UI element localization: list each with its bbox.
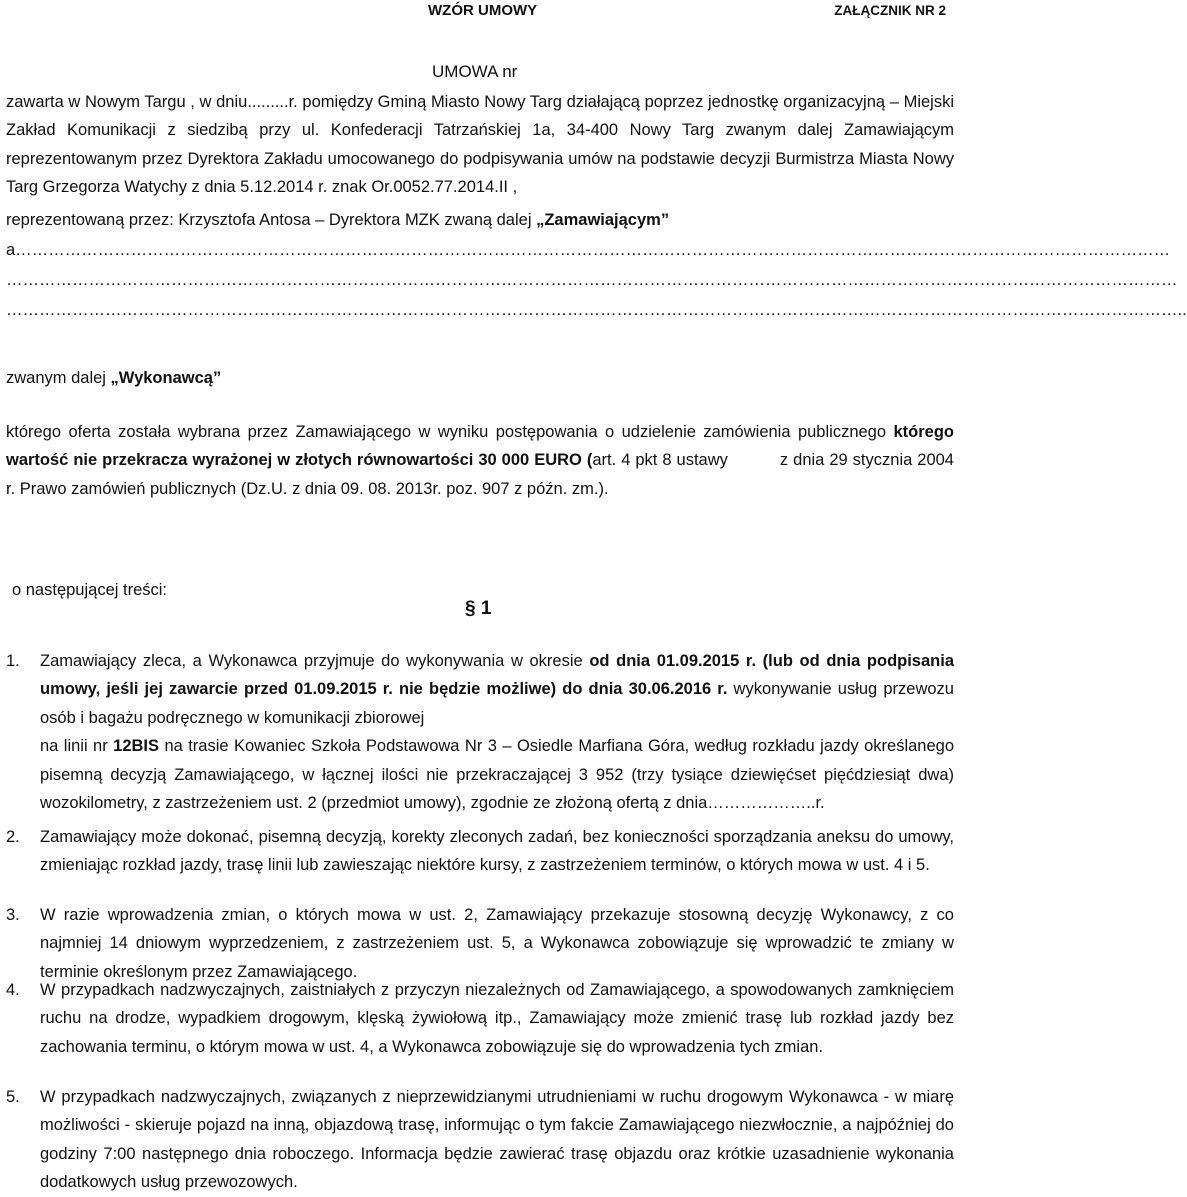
clause-text: Zamawiający może dokonać, pisemną decyzją, korekty zleconych zadań, bez konieczności sporządzania aneksu do umowy, zmieniając rozkład jazdy, trasę linii lub zawieszając niektóre kursy, z zastrzeżeniem terminów, o których mowa w ust. 4 i 5. xyxy=(40,828,954,875)
offer-article: art. 4 pkt 8 ustawy xyxy=(592,451,728,470)
representation-text: reprezentowaną przez: Krzysztofa Antosa – Dyrektora MZK zwaną dalej xyxy=(6,211,537,229)
clause-2 xyxy=(6,823,954,880)
clause-1 xyxy=(6,647,954,817)
contractor-text: zwanym dalej xyxy=(6,369,111,387)
attachment-label: ZAŁĄCZNIK NR 2 xyxy=(834,3,946,18)
clause-4 xyxy=(6,976,954,1061)
clause-number: 4. xyxy=(6,981,20,999)
clause-text: W przypadkach nadzwyczajnych, związanych z nieprzewidzianymi utrudnieniami w ruchu drogowym Wykonawca - w miarę możliwości - skieruje pojazd na inną, objazdową trasę, informując o tym fakcie Zamawiającego niezwłocznie, a najpóźniej do godziny 7:00 następnego dnia roboczego. Informacja będzie zawierać trasę objazdu oraz krótkie uzasadnienie wykonania dodatkowych usług przewozowych. xyxy=(40,1088,954,1192)
clause-text: na linii nr xyxy=(40,737,114,756)
parties-paragraph: zawarta w Nowym Targu , w dniu.........r. pomiędzy Gminą Miasto Nowy Targ działającą poprzez jednostkę organizacyjną – Miejski Zakład Komunikacji z siedzibą przy ul. Konfederacji Tatrzańskiej 1a, 34-400 Nowy Targ zwanym dalej Zamawiającym reprezentowanym przez Dyrektora Zakładu umocowanego do podpisywania umów na podstawie decyzji Burmistrza Miasta Nowy Targ Grzegorza Watychy z dnia 5.12.2014 r. znak Or.0052.77.2014.II , xyxy=(6,93,954,197)
following-content: o następującej treści: xyxy=(12,581,168,599)
clause-text: na trasie Kowaniec Szkoła Podstawowa Nr 3 – Osiedle Marfiana Góra, według rozkładu jazdy określanego pisemną decyzją Zamawiającego, w łącznej ilości nie przekraczającej 3 952 (trzy tysiące dziewięćset pięćdziesiąt dwa) wozokilometry, z zastrzeżeniem ust. 2 (przedmiot umowy), zgodnie ze złożoną ofertą z dnia………………..r. xyxy=(40,737,954,813)
offer-value-limit: którego wartość nie przekracza wyrażonej w złotych równowartości 30 000 EURO ( xyxy=(6,423,954,470)
employer-label: „Zamawiającym” xyxy=(536,211,670,229)
contractor-blank-line: a………………………………………………………………………………………………………………………………………………………………………………………… xyxy=(6,241,1171,259)
offer-paragraph xyxy=(6,418,954,503)
offer-text: którego oferta została wybrana przez Zamawiającego w wyniku postępowania o udzielenie zamówienia publicznego xyxy=(6,423,894,441)
section-number: § 1 xyxy=(465,598,492,619)
clause-text: wykonywanie usług przewozu osób i bagażu podręcznego w komunikacji zbiorowej xyxy=(40,680,954,727)
contractor-blank-line-3: …………………………………………………………………………………………………………………………………………………………………………………………….. xyxy=(6,301,1187,319)
clause-text: W razie wprowadzenia zmian, o których mowa w ust. 2, Zamawiający przekazuje stosowną decyzję Wykonawcy, z co najmniej 14 dniowym wyprzedzeniem, z zastrzeżeniem ust. 5, a Wykonawca zobowiązuje się wprowadzić te zmiany w terminie określonym przez Zamawiającego. xyxy=(40,906,954,981)
header-title: WZÓR UMOWY xyxy=(428,2,538,19)
clause-number: 1. xyxy=(6,652,20,670)
representation-paragraph xyxy=(6,206,954,234)
clause-text: W przypadkach nadzwyczajnych, zaistniałych z przyczyn niezależnych od Zamawiającego, a spowodowanych zamknięciem ruchu na drodze, wypadkiem drogowym, klęską żywiołową itp., Zamawiający może zmienić trasę lub rozkład jazdy bez zachowania terminu, o którym mowa w ust. 4, a Wykonawca zobowiązuje się do wprowadzenia tych zmian. xyxy=(40,981,954,1056)
clause-3 xyxy=(6,901,954,986)
clause-number: 3. xyxy=(6,906,20,924)
contract-title: UMOWA nr xyxy=(432,62,518,81)
line-number: 12BIS xyxy=(113,737,160,756)
clause-5 xyxy=(6,1083,954,1197)
contractor-blank-line-2: …………………………………………………………………………………………………………………………………………………………………………………………… xyxy=(6,271,1178,289)
clause-number: 5. xyxy=(6,1088,20,1106)
contractor-label: „Wykonawcą” xyxy=(110,369,222,387)
clause-number: 2. xyxy=(6,828,20,846)
clause-period: od dnia 01.09.2015 r. (lub od dnia podpisania umowy, jeśli jej zawarcie przed 01.09.2015 r. nie będzie możliwe) do dnia 30.06.2016 r. xyxy=(40,652,955,699)
offer-law-reference: z dnia 29 stycznia 2004 r. Prawo zamówień publicznych (Dz.U. z dnia 09. 08. 2013r. poz. 907 z późn. zm.). xyxy=(6,451,954,498)
clause-text: Zamawiający zleca, a Wykonawca przyjmuje do wykonywania w okresie xyxy=(40,652,590,670)
contractor-paragraph xyxy=(6,364,954,392)
